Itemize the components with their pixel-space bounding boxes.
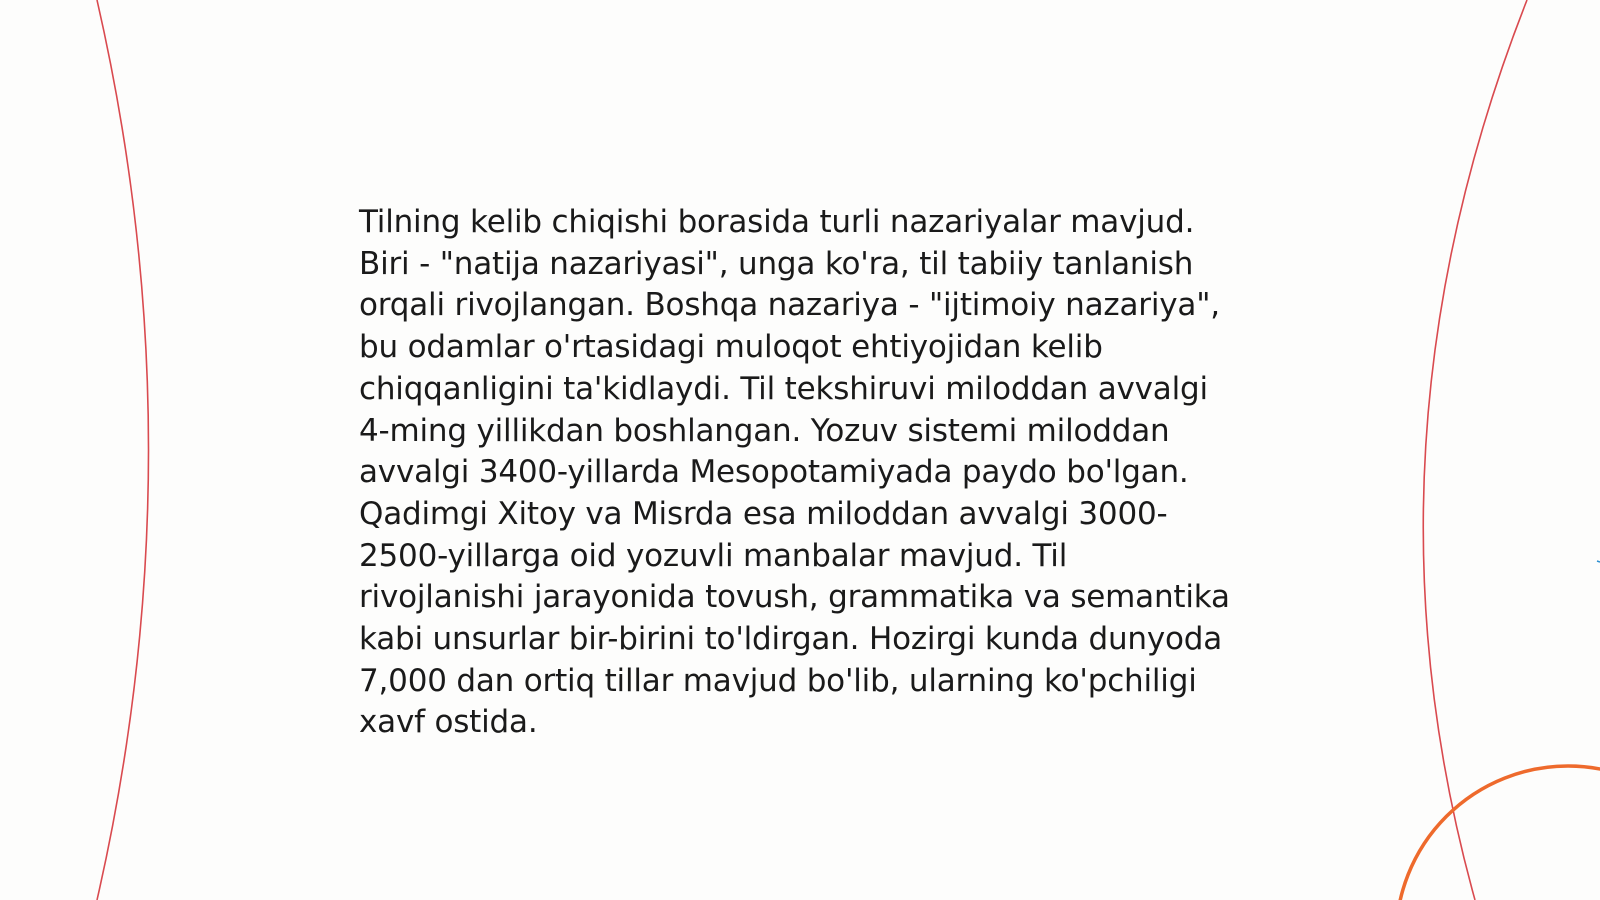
right-curve	[1423, 0, 1527, 900]
body-paragraph: Tilning kelib chiqishi borasida turli nazariyalar mavjud. Biri - "natija nazariyasi", unga ko'ra, til tabiiy tanlanish orqali rivojlangan. Boshqa nazariya - "ijtimoiy nazariya", bu odamlar o'rtasidagi muloqot ehtiyojidan kelib chiqqanligini ta'kidlaydi. Til tekshiruvi miloddan avvalgi 4-ming yillikdan boshlangan. Yozuv sistemi miloddan avvalgi 3400-yillarda Mesopotamiyada paydo bo'lgan. Qadimgi Xitoy va Misrda esa miloddan avvalgi 3000-2500-yillarga oid yozuvli manbalar mavjud. Til rivojlanishi jarayonida tovush, grammatika va semantika kabi unsurlar bir-birini to'ldirgan. Hozirgi kunda dunyoda 7,000 dan ortiq tillar mavjud bo'lib, ularning ko'pchiligi xavf ostida.	[359, 204, 1230, 741]
left-curve	[97, 0, 149, 900]
orange-circle	[1396, 766, 1600, 900]
